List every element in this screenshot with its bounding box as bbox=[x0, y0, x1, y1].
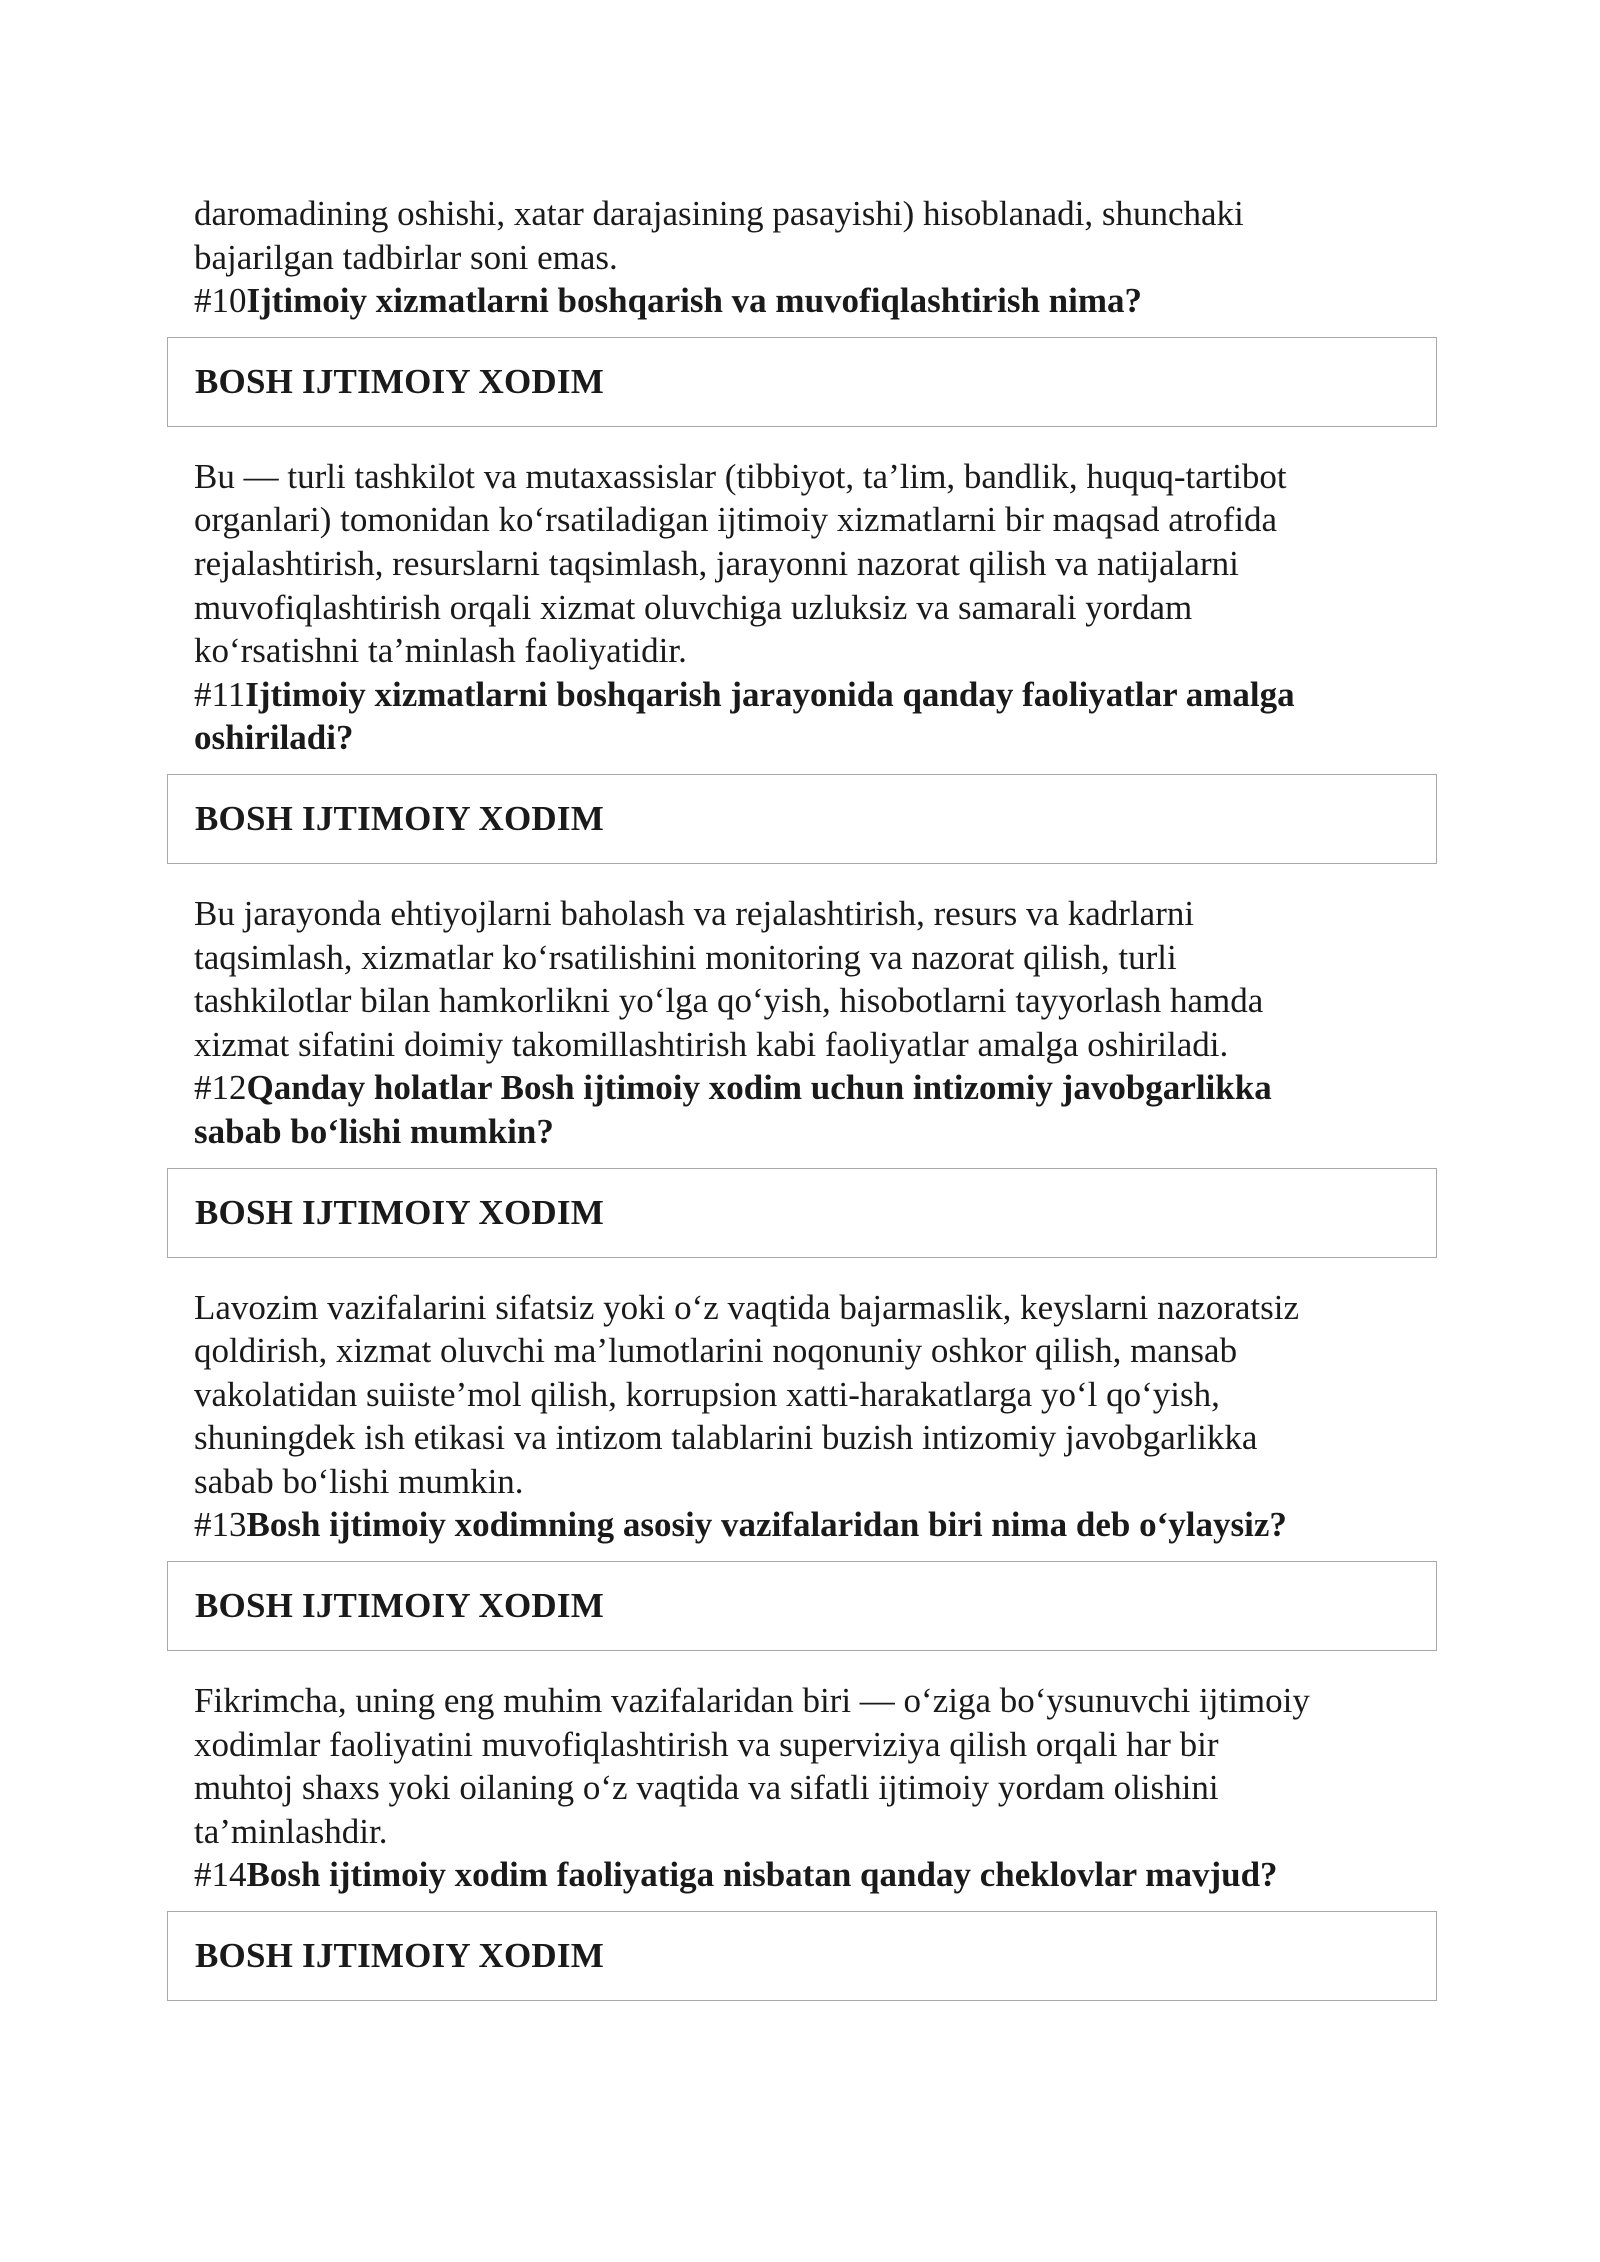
text-line: organlari) tomonidan koʻrsatiladigan ijtimoiy xizmatlarni bir maqsad atrofida bbox=[194, 500, 1278, 540]
question-13 bbox=[194, 1503, 1434, 1547]
question-12 bbox=[194, 1066, 1434, 1153]
question-text: Bosh ijtimoiy xodimning asosiy vazifalaridan biri nima deb oʻylaysiz? bbox=[246, 1505, 1287, 1545]
question-text: Ijtimoiy xizmatlarni boshqarish jarayonida qanday faoliyatlar amalga bbox=[245, 674, 1295, 714]
text-line: bajarilgan tadbirlar soni emas. bbox=[194, 237, 618, 277]
text-line: Bu — turli tashkilot va mutaxassislar (tibbiyot, ta’lim, bandlik, huquq-tartibot bbox=[194, 456, 1287, 496]
role-box: BOSH IJTIMOIY XODIM bbox=[167, 1168, 1437, 1258]
question-text: sabab boʻlishi mumkin? bbox=[194, 1111, 554, 1151]
question-10 bbox=[194, 279, 1434, 323]
answer-13 bbox=[194, 1679, 1434, 1853]
text-line: Fikrimcha, uning eng muhim vazifalaridan biri — oʻziga boʻysunuvchi ijtimoiy bbox=[194, 1681, 1310, 1721]
text-line: tashkilotlar bilan hamkorlikni yoʻlga qoʻyish, hisobotlarni tayyorlash hamda bbox=[194, 981, 1264, 1021]
text-line: Bu jarayonda ehtiyojlarni baholash va rejalashtirish, resurs va kadrlarni bbox=[194, 893, 1195, 933]
answer-12 bbox=[194, 1286, 1434, 1504]
text-line: sabab boʻlishi mumkin. bbox=[194, 1461, 524, 1501]
document-content bbox=[194, 192, 1434, 2001]
question-number: #14 bbox=[194, 1855, 247, 1895]
question-number: #12 bbox=[194, 1068, 247, 1108]
question-11 bbox=[194, 673, 1434, 760]
text-line: Lavozim vazifalarini sifatsiz yoki oʻz vaqtida bajarmaslik, keyslarni nazoratsiz bbox=[194, 1287, 1299, 1327]
question-text: Ijtimoiy xizmatlarni boshqarish va muvofiqlashtirish nima? bbox=[246, 281, 1143, 321]
role-box: BOSH IJTIMOIY XODIM bbox=[167, 337, 1437, 427]
role-box: BOSH IJTIMOIY XODIM bbox=[167, 774, 1437, 864]
text-line: rejalashtirish, resurslarni taqsimlash, jarayonni nazorat qilish va natijalarni bbox=[194, 543, 1239, 583]
role-box: BOSH IJTIMOIY XODIM bbox=[167, 1911, 1437, 2001]
question-number: #13 bbox=[194, 1505, 247, 1545]
question-number: #11 bbox=[194, 674, 246, 714]
text-line: qoldirish, xizmat oluvchi ma’lumotlarini noqonuniy oshkor qilish, mansab bbox=[194, 1331, 1238, 1371]
text-line: koʻrsatishni ta’minlash faoliyatidir. bbox=[194, 631, 687, 671]
text-line: taqsimlash, xizmatlar koʻrsatilishini monitoring va nazorat qilish, turli bbox=[194, 937, 1177, 977]
text-line: vakolatidan suiiste’mol qilish, korrupsion xatti-harakatlarga yoʻl qoʻyish, bbox=[194, 1374, 1220, 1414]
question-text: Bosh ijtimoiy xodim faoliyatiga nisbatan qanday cheklovlar mavjud? bbox=[246, 1855, 1278, 1895]
text-line: xizmat sifatini doimiy takomillashtirish kabi faoliyatlar amalga oshiriladi. bbox=[194, 1024, 1229, 1064]
text-line: xodimlar faoliyatini muvofiqlashtirish va superviziya qilish orqali har bir bbox=[194, 1724, 1219, 1764]
answer-10 bbox=[194, 455, 1434, 673]
intro-paragraph bbox=[194, 192, 1434, 279]
text-line: shuningdek ish etikasi va intizom talablarini buzish intizomiy javobgarlikka bbox=[194, 1418, 1258, 1458]
question-text: oshiriladi? bbox=[194, 718, 354, 758]
question-14 bbox=[194, 1853, 1434, 1897]
answer-11 bbox=[194, 892, 1434, 1066]
text-line: ta’minlashdir. bbox=[194, 1811, 388, 1851]
question-number: #10 bbox=[194, 281, 247, 321]
text-line: daromadining oshishi, xatar darajasining pasayishi) hisoblanadi, shunchaki bbox=[194, 194, 1244, 233]
text-line: muhtoj shaxs yoki oilaning oʻz vaqtida va sifatli ijtimoiy yordam olishini bbox=[194, 1768, 1219, 1808]
role-box: BOSH IJTIMOIY XODIM bbox=[167, 1561, 1437, 1651]
text-line: muvofiqlashtirish orqali xizmat oluvchiga uzluksiz va samarali yordam bbox=[194, 587, 1193, 627]
question-text: Qanday holatlar Bosh ijtimoiy xodim uchun intizomiy javobgarlikka bbox=[246, 1068, 1272, 1108]
